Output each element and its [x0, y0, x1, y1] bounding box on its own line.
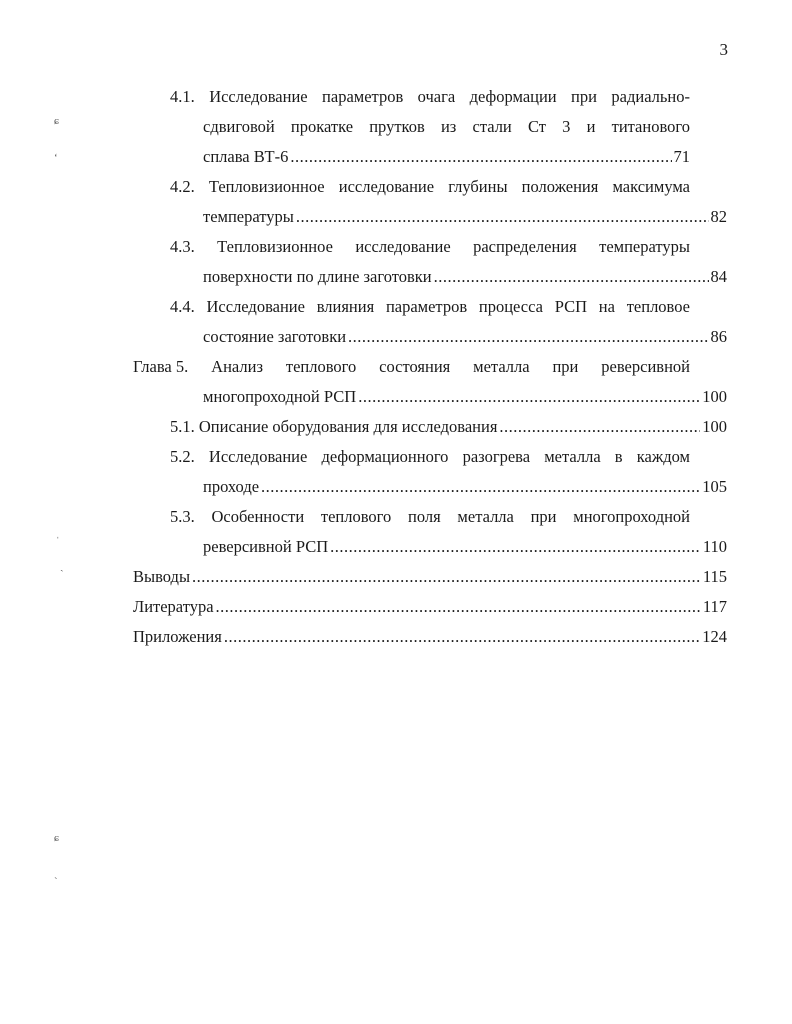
toc-entry-appendices — [133, 622, 727, 652]
leader-dots — [296, 202, 709, 232]
toc-text-line: температуры — [203, 207, 294, 226]
scan-mark: ɕ — [54, 115, 59, 127]
toc-page: 100 — [702, 417, 727, 436]
toc-entry-4-2 — [170, 172, 690, 202]
leader-dots — [330, 532, 701, 562]
leader-dots — [224, 622, 700, 652]
toc-text-line: Исследование деформационного разогрева металла в каждом — [208, 447, 691, 466]
toc-text-line: реверсивной РСП — [203, 537, 329, 556]
toc-text-line: Исследование влияния параметров процесса РСП на тепловое — [206, 297, 691, 316]
toc-text-line: сдвиговой прокатке прутков из стали Ст 3 и титанового — [203, 117, 690, 136]
toc-number: 5.3. — [170, 507, 195, 526]
toc-entry-chapter-5-cont — [203, 382, 727, 412]
leader-dots — [261, 472, 700, 502]
toc-entry-4-4-cont — [203, 322, 727, 352]
toc-page: 82 — [710, 207, 727, 226]
toc-number: 4.3. — [170, 237, 195, 256]
toc-entry-4-3-cont — [203, 262, 727, 292]
toc-entry-5-3-cont — [203, 532, 727, 562]
toc-text-line: поверхности по длине заготовки — [203, 267, 432, 286]
leader-dots — [358, 382, 700, 412]
toc-text-line: проходе — [203, 477, 260, 496]
toc-entry-4-3 — [170, 232, 690, 262]
toc-text-line: Особенности теплового поля металла при многопроходной — [211, 507, 690, 526]
toc-page: 71 — [673, 147, 690, 166]
scan-mark: ˌ — [56, 527, 60, 539]
toc-entry-4-1-cont — [203, 112, 690, 172]
toc-text-line: Литература — [133, 597, 214, 616]
toc-text-line: Исследование параметров очага деформации при радиально- — [209, 87, 690, 106]
toc-entry-4-4 — [170, 292, 690, 322]
toc-entry-5-2-cont — [203, 472, 727, 502]
toc-page: 115 — [702, 567, 727, 586]
toc-page: 84 — [710, 267, 727, 286]
toc-number: 4.2. — [170, 177, 195, 196]
toc-page: 105 — [702, 477, 727, 496]
toc-page: 117 — [702, 597, 727, 616]
toc-number: 5.1. — [170, 417, 195, 436]
toc-text-line: сплава ВТ-6 — [203, 147, 289, 166]
toc-entry-5-1 — [170, 412, 727, 442]
scan-mark: ˏ — [60, 560, 64, 572]
leader-dots — [192, 562, 701, 592]
toc-page: 110 — [702, 537, 727, 556]
scan-mark: ˋ — [54, 876, 58, 888]
toc-entry-5-3 — [170, 502, 690, 532]
toc-page: 86 — [710, 327, 727, 346]
toc-text-line: многопроходной РСП — [203, 387, 357, 406]
leader-dots — [348, 322, 708, 352]
toc-number: Глава 5. — [133, 357, 189, 376]
toc-entry-conclusions — [133, 562, 727, 592]
toc-entry-5-2 — [170, 442, 690, 472]
toc-text-line: Тепловизионное исследование распределения температуры — [217, 237, 690, 256]
toc-number: 4.4. — [170, 297, 195, 316]
toc-text-line: состояние заготовки — [203, 327, 347, 346]
leader-dots — [290, 142, 671, 172]
scan-mark: ʻ — [54, 152, 58, 164]
toc-number: 4.1. — [170, 87, 195, 106]
leader-dots — [434, 262, 709, 292]
leader-dots — [216, 592, 701, 622]
scan-mark: ɕ — [54, 832, 59, 844]
toc-text-line: Тепловизионное исследование глубины положения максимума — [208, 177, 690, 196]
toc-entry-chapter-5 — [133, 352, 690, 382]
toc-text-line: Описание оборудования для исследования — [198, 417, 498, 436]
toc-page: 100 — [702, 387, 727, 406]
toc-text-line: Приложения — [133, 627, 222, 646]
toc-number: 5.2. — [170, 447, 195, 466]
toc-page: 124 — [702, 627, 727, 646]
page-number: 3 — [719, 40, 728, 59]
leader-dots — [499, 412, 700, 442]
toc-entry-4-2-cont — [203, 202, 727, 232]
toc-entry-4-1 — [170, 82, 690, 112]
toc-text-line: Выводы — [133, 567, 191, 586]
toc-entry-references — [133, 592, 727, 622]
toc-text-line: Анализ теплового состояния металла при реверсивной — [211, 357, 690, 376]
